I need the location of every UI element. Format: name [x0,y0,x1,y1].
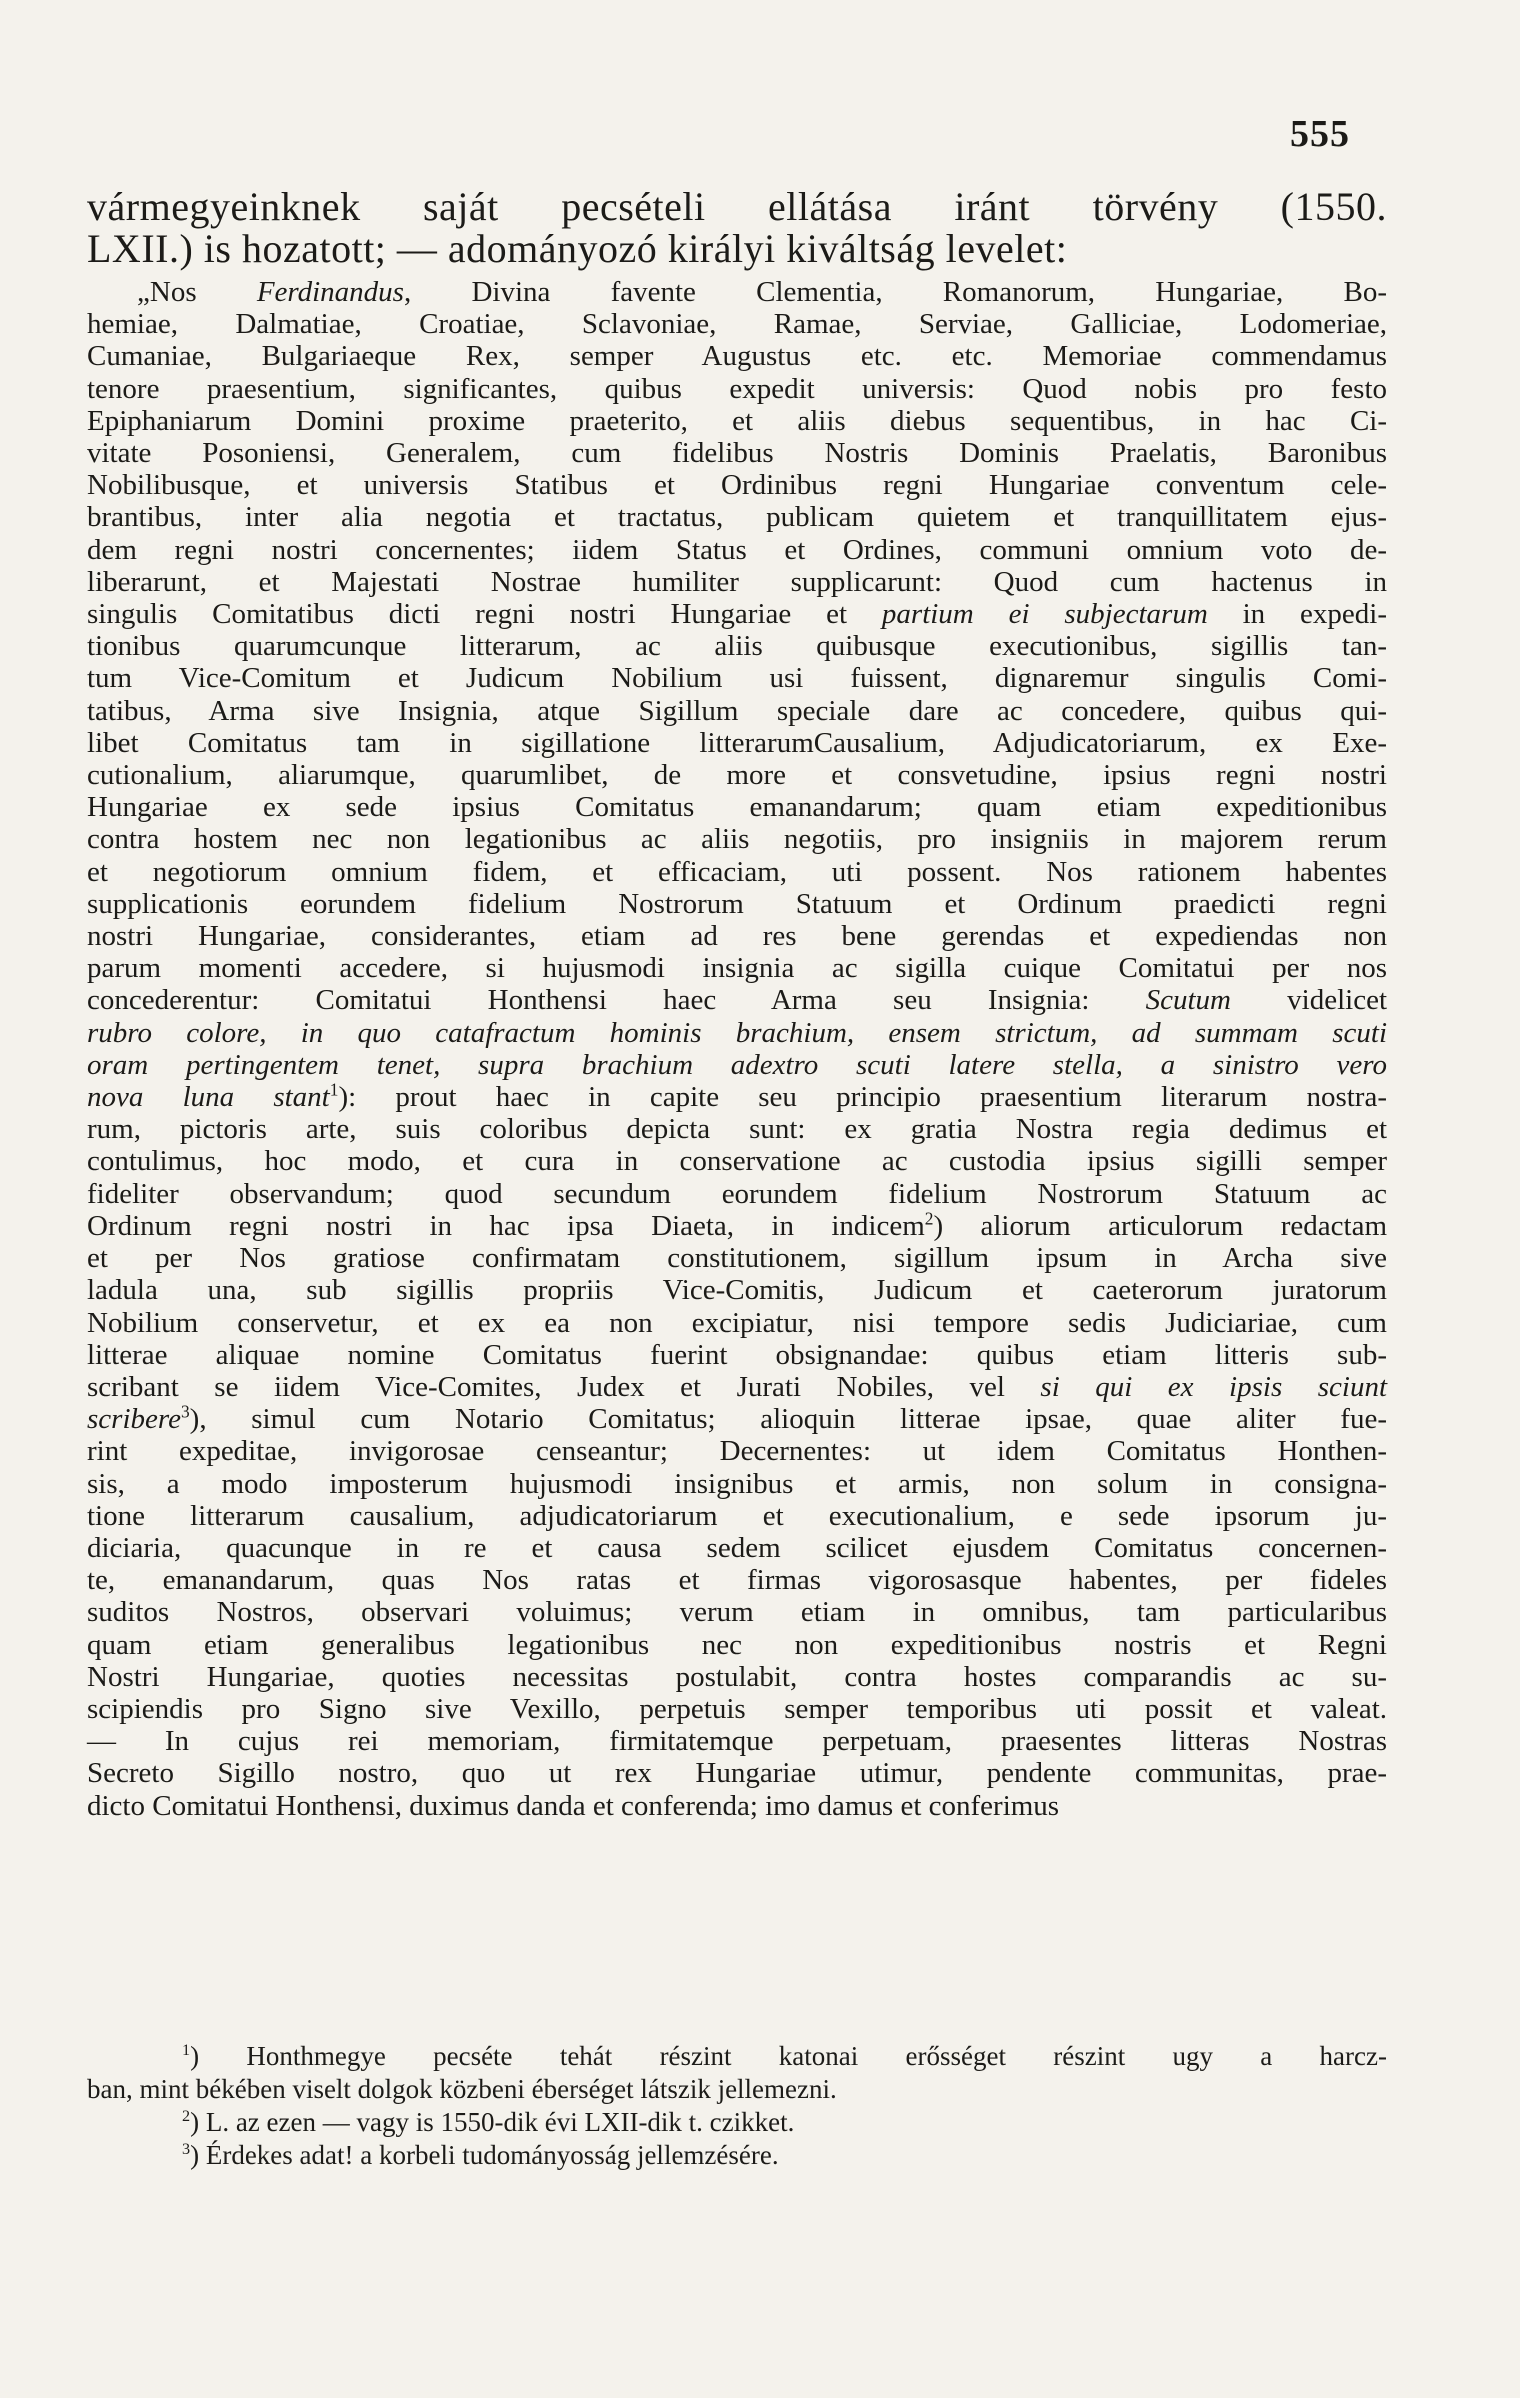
footnote-mark: 1 [182,2041,191,2059]
footnote-2 [87,2106,1387,2139]
footnote-text: ) L. az ezen — vagy is 1550-dik évi LXII-dik t. czikket. [190,2107,795,2137]
text-line: tatibus, Arma sive Insignia, atque Sigillum speciale dare ac concedere, quibus qui- [87,694,1387,727]
text-line: Nobilibusque, et universis Statibus et Ordinibus regni Hungariae conventum cele- [87,469,1387,502]
heading-line: vármegyeinknek saját pecsételi ellátása iránt törvény (1550. [87,184,1387,229]
text-line: supplicationis eorundem fidelium Nostrorum Statuum et Ordinum praedicti regni [87,887,1387,920]
text-line: liberarunt, et Majestati Nostrae humiliter supplicarunt: Quod cum hactenus in [87,565,1387,598]
text-line: brantibus, inter alia negotia et tractatus, publicam quietem et tranquillitatem ejus- [87,501,1387,534]
text-line: tum Vice-Comitum et Judicum Nobilium usi fuissent, dignaremur singulis Comi- [87,662,1387,695]
text-line: rum, pictoris arte, suis coloribus depicta sunt: ex gratia Nostra regia dedimus et [87,1113,1387,1146]
text-line: litterae aliquae nomine Comitatus fuerint obsignandae: quibus etiam litteris sub- [87,1338,1387,1371]
text-line: vitate Posoniensi, Generalem, cum fidelibus Nostris Dominis Praelatis, Baronibus [87,437,1387,470]
text-line: rint expeditae, invigorosae censeantur; Decernentes: ut idem Comitatus Honthen- [87,1435,1387,1468]
text-span: in expedi- [1207,598,1387,631]
text-line: et per Nos gratiose confirmatam constitutionem, sigillum ipsum in Archa sive [87,1242,1387,1275]
text-span: ): prout haec in capite seu principio praesentium literarum nostra- [338,1081,1387,1114]
footnote-ref: 1 [329,1079,339,1100]
text-span: singulis Comitatibus dicti regni nostri Hungariae et [87,598,882,631]
text-line: Hungariae ex sede ipsius Comitatus emanandarum; quam etiam expeditionibus [87,791,1387,824]
italic-span: si qui ex ipsis sciunt [1040,1370,1387,1403]
text-line [87,1403,1387,1435]
text-line: hemiae, Dalmatiae, Croatiae, Sclavoniae, Ramae, Serviae, Galliciae, Lodomeriae, [87,308,1387,341]
text-line: quam etiam generalibus legationibus nec non expeditionibus nostris et Regni [87,1628,1387,1661]
text-line: nostri Hungariae, considerantes, etiam ad res bene gerendas et expediendas non [87,920,1387,953]
text-line [87,598,1387,630]
text-line: fideliter observandum; quod secundum eorundem fidelium Nostrorum Statuum ac [87,1177,1387,1210]
text-line: Epiphaniarum Domini proxime praeterito, et aliis diebus sequentibus, in hac Ci- [87,404,1387,437]
text-line: cutionalium, aliarumque, quarumlibet, de more et consvetudine, ipsius regni nostri [87,759,1387,792]
text-line [87,1081,1387,1113]
text-line: Nostri Hungariae, quoties necessitas postulabit, contra hostes comparandis ac su- [87,1660,1387,1693]
italic-span: Ferdinandus [256,276,404,308]
footnote-ref: 2 [924,1208,934,1229]
footnotes [87,2040,1387,2172]
text-line: contulimus, hoc modo, et cura in conservatione ac custodia ipsius sigilli semper [87,1145,1387,1178]
text-line: — In cujus rei memoriam, firmitatemque perpetuam, praesentes litteras Nostras [87,1725,1387,1758]
text-line: tenore praesentium, significantes, quibus expedit universis: Quod nobis pro festo [87,372,1387,405]
text-span: „Nos [137,276,257,308]
text-line: dicto Comitatui Honthensi, duximus danda et conferenda; imo damus et conferimus [87,1789,1060,1822]
text-line: parum momenti accedere, si hujusmodi insignia ac sigilla cuique Comitatui per nos [87,952,1387,985]
footnote-text: ) Érdekes adat! a korbeli tudományosság jellemzésére. [190,2140,779,2170]
text-line: scipiendis pro Signo sive Vexillo, perpetuis semper temporibus uti possit et valeat. [87,1692,1387,1725]
text-line: et negotiorum omnium fidem, et efficaciam, uti possent. Nos rationem habentes [87,855,1387,888]
text-span: videlicet [1230,984,1388,1017]
text-line: sis, a modo imposterum hujusmodi insignibus et armis, non solum in consigna- [87,1467,1387,1500]
text-line: tionibus quarumcunque litterarum, ac aliis quibusque executionibus, sigillis tan- [87,630,1387,663]
text-line: ladula una, sub sigillis propriis Vice-Comitis, Judicum et caeterorum juratorum [87,1274,1387,1307]
footnote-1 [87,2040,1387,2073]
footnote-text: ) Honthmegye pecséte tehát részint katonai erősséget részint ugy a harcz- [190,2041,1387,2071]
text-line [87,1371,1387,1403]
text-span: ) aliorum articulorum redactam [933,1209,1387,1242]
footnote-mark: 3 [182,2140,191,2158]
text-line: Cumaniae, Bulgariaeque Rex, semper Augustus etc. etc. Memoriae commendamus [87,340,1387,373]
text-line [87,1210,1387,1242]
text-span: concederentur: Comitatui Honthensi haec Arma seu Insignia: [87,984,1146,1017]
text-line: oram pertingentem tenet, supra brachium adextro scuti latere stella, a sinistro vero [87,1048,1387,1081]
text-line: te, emanandarum, quas Nos ratas et firmas vigorosasque habentes, per fideles [87,1564,1387,1597]
heading-line: LXII.) is hozatott; — adományozó királyi kiváltság levelet: [87,226,1068,271]
text-span: scribant se iidem Vice-Comites, Judex et Jurati Nobiles, vel [87,1370,1041,1403]
page-number: 555 [1290,113,1350,155]
text-span: , Divina favente Clementia, Romanorum, Hungariae, Bo- [403,276,1387,308]
italic-span: nova luna stant [87,1081,330,1114]
text-line: diciaria, quacunque in re et causa sedem scilicet ejusdem Comitatus concernen- [87,1531,1387,1564]
charter-text [87,276,1387,1822]
footnote-mark: 2 [182,2107,191,2125]
text-line: contra hostem nec non legationibus ac aliis negotiis, pro insigniis in majorem rerum [87,823,1387,856]
italic-span: partium ei subjectarum [881,598,1208,631]
footnote-ref: 3 [180,1401,190,1422]
text-span: ), simul cum Notario Comitatus; alioquin litterae ipsae, quae aliter fue- [189,1403,1387,1436]
text-span: Ordinum regni nostri in hac ipsa Diaeta, in indicem [87,1209,925,1242]
footnote-1-continued: ban, mint békében viselt dolgok közbeni éberséget látszik jellemezni. [87,2074,837,2104]
footnote-3 [87,2139,1387,2172]
text-line: libet Comitatus tam in sigillatione litterarumCausalium, Adjudicatoriarum, ex Exe- [87,726,1387,759]
text-line: Secreto Sigillo nostro, quo ut rex Hungariae utimur, pendente communitas, prae- [87,1757,1387,1790]
text-line: tione litterarum causalium, adjudicatoriarum et executionalium, e sede ipsorum ju- [87,1499,1387,1532]
italic-span: scribere [87,1403,181,1436]
section-heading [87,186,1387,270]
text-line: rubro colore, in quo catafractum hominis brachium, ensem strictum, ad summam scuti [87,1016,1387,1049]
italic-span: Scutum [1145,984,1231,1017]
text-line [87,276,1387,308]
text-line: Nobilium conservetur, et ex ea non excipiatur, nisi tempore sedis Judiciariae, cum [87,1306,1387,1339]
text-line: dem regni nostri concernentes; iidem Status et Ordines, communi omnium voto de- [87,533,1387,566]
text-line: suditos Nostros, observari voluimus; verum etiam in omnibus, tam particularibus [87,1596,1387,1629]
text-line [87,984,1387,1016]
